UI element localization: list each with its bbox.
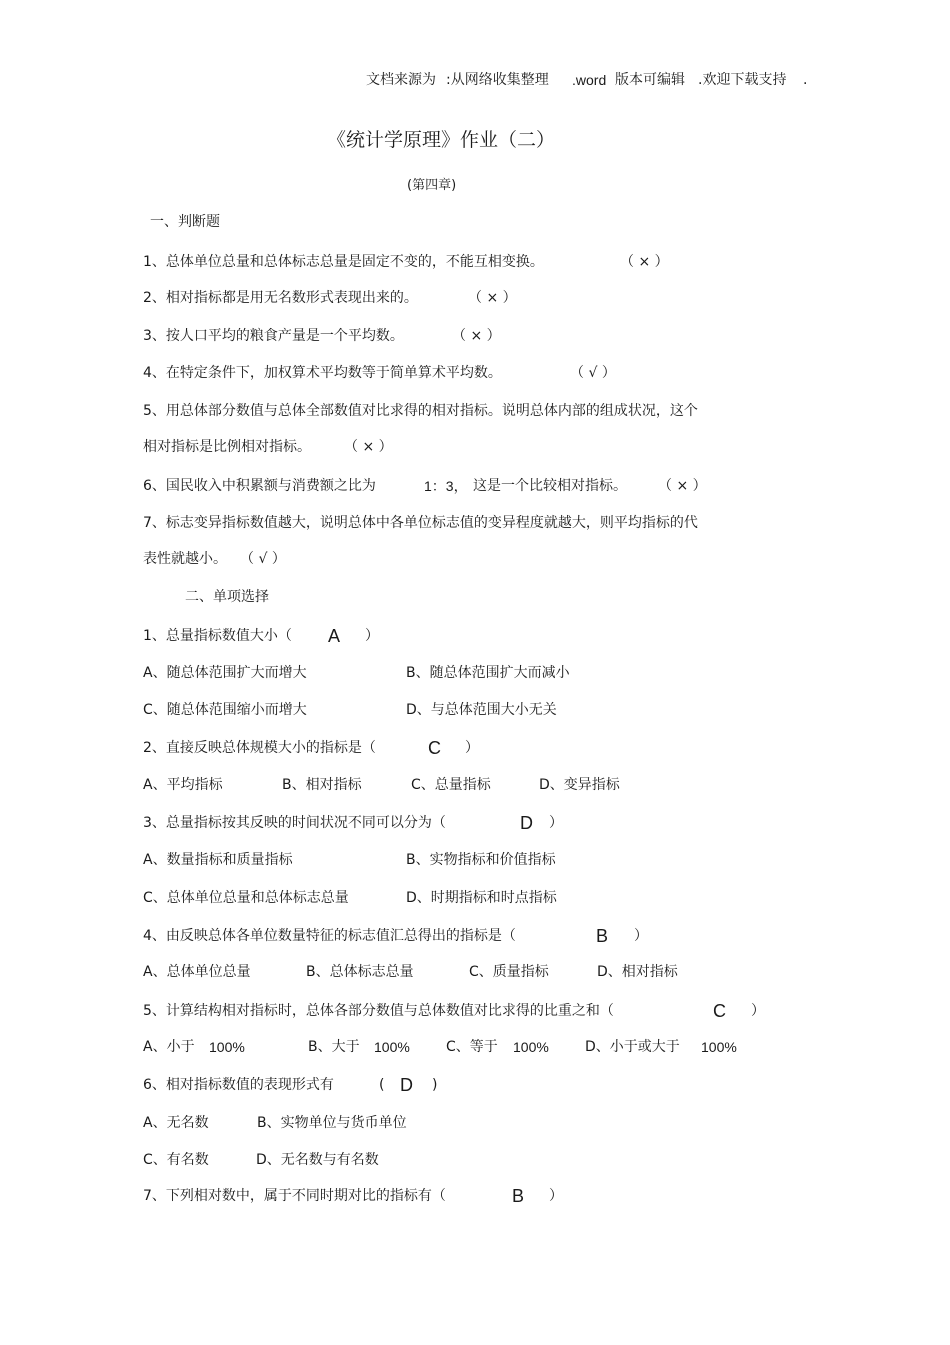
choice-q4-answer: B: [596, 926, 609, 946]
choice-q2-option-c: C、总量指标: [411, 777, 491, 793]
judgement-q4-text: 4、在特定条件下，加权算术平均数等于简单算术平均数。: [143, 365, 502, 381]
choice-q7-close: ）: [549, 1188, 563, 1204]
choice-q3-option-d: D、时期指标和时点指标: [406, 890, 557, 906]
header-editable: 版本可编辑: [615, 72, 685, 88]
page-title: 《统计学原理》作业（二）: [327, 129, 556, 151]
judgement-q6-ratio: 1：3，: [424, 478, 468, 494]
choice-q3-close: ）: [549, 815, 563, 831]
judgement-q4-answer: （ √ ）: [570, 365, 616, 381]
choice-q6-close: ): [432, 1077, 438, 1093]
choice-q1-option-a: A、随总体范围扩大而增大: [143, 665, 307, 681]
judgement-q1-answer: （ × ）: [620, 254, 669, 270]
header-period: .: [803, 72, 808, 88]
judgement-q7-line2: 表性就越小。: [143, 551, 227, 567]
header-collected: :从网络收集整理: [446, 72, 549, 88]
judgement-q2-answer: （ × ）: [468, 290, 517, 306]
choice-q3-option-c: C、总体单位总量和总体标志总量: [143, 890, 349, 906]
choice-q3-option-a: A、数量指标和质量指标: [143, 852, 293, 868]
judgement-q7-line1: 7、标志变异指标数值越大，说明总体中各单位标志值的变异程度就越大，则平均指标的代: [143, 515, 698, 531]
header-download: .欢迎下载支持: [698, 72, 787, 88]
choice-q2-close: ）: [465, 740, 479, 756]
choice-q7-answer: B: [512, 1186, 525, 1206]
choice-q1-option-d: D、与总体范围大小无关: [406, 702, 557, 718]
choice-q6-option-b: B、实物单位与货币单位: [257, 1115, 407, 1131]
choice-q2-option-d: D、变异指标: [539, 777, 620, 793]
page-subtitle: (第四章): [407, 178, 457, 193]
choice-q3-answer: D: [520, 813, 533, 833]
choice-q2-text: 2、直接反映总体规模大小的指标是（: [143, 740, 376, 756]
judgement-q6-text-a: 6、国民收入中积累额与消费额之比为: [143, 478, 376, 494]
judgement-q7-answer: （ √ ）: [240, 551, 286, 567]
choice-q1-option-c: C、随总体范围缩小而增大: [143, 702, 307, 718]
choice-q5-option-d-value: 100%: [701, 1039, 737, 1055]
section-heading-judgement: 一、判断题: [150, 214, 220, 230]
choice-q5-text: 5、计算结构相对指标时，总体各部分数值与总体数值对比求得的比重之和（: [143, 1003, 614, 1019]
judgement-q3-answer: （ × ）: [452, 328, 501, 344]
choice-q6-option-a: A、无名数: [143, 1115, 209, 1131]
choice-q5-option-b-label: B、大于: [308, 1039, 360, 1055]
choice-q4-text: 4、由反映总体各单位数量特征的标志值汇总得出的指标是（: [143, 928, 516, 944]
choice-q3-text: 3、总量指标按其反映的时间状况不同可以分为（: [143, 815, 446, 831]
choice-q4-option-c: C、质量指标: [469, 964, 549, 980]
judgement-q5-answer: （ × ）: [344, 439, 393, 455]
section-heading-single-choice: 二、单项选择: [185, 589, 269, 605]
choice-q6-answer: D: [400, 1075, 413, 1095]
choice-q6-option-c: C、有名数: [143, 1152, 209, 1168]
choice-q5-option-d-label: D、小于或大于: [585, 1039, 680, 1055]
choice-q1-text: 1、总量指标数值大小（: [143, 628, 292, 644]
choice-q5-option-a-value: 100%: [209, 1039, 245, 1055]
choice-q4-close: ）: [634, 928, 648, 944]
choice-q7-text: 7、下列相对数中，属于不同时期对比的指标有（: [143, 1188, 446, 1204]
header-source: 文档来源为: [366, 72, 436, 88]
choice-q1-option-b: B、随总体范围扩大而减小: [406, 665, 570, 681]
choice-q5-answer: C: [713, 1001, 726, 1021]
choice-q2-answer: C: [428, 738, 441, 758]
choice-q5-close: ）: [751, 1003, 765, 1019]
choice-q6-text: 6、相对指标数值的表现形式有: [143, 1077, 334, 1093]
judgement-q2-text: 2、相对指标都是用无名数形式表现出来的。: [143, 290, 418, 306]
judgement-q6-answer: （ × ）: [658, 478, 707, 494]
judgement-q6-text-b: 这是一个比较相对指标。: [473, 478, 627, 494]
choice-q5-option-a-label: A、小于: [143, 1039, 195, 1055]
choice-q5-option-c-value: 100%: [513, 1039, 549, 1055]
judgement-q1-text: 1、总体单位总量和总体标志总量是固定不变的，不能互相变换。: [143, 254, 544, 270]
choice-q6-open: (: [379, 1077, 385, 1093]
choice-q1-answer: A: [328, 626, 341, 646]
choice-q2-option-b: B、相对指标: [282, 777, 362, 793]
choice-q5-option-b-value: 100%: [374, 1039, 410, 1055]
choice-q3-option-b: B、实物指标和价值指标: [406, 852, 556, 868]
choice-q4-option-d: D、相对指标: [597, 964, 678, 980]
judgement-q5-line1: 5、用总体部分数值与总体全部数值对比求得的相对指标。说明总体内部的组成状况，这个: [143, 403, 698, 419]
choice-q1-close: ）: [365, 628, 379, 644]
choice-q4-option-b: B、总体标志总量: [306, 964, 414, 980]
header-word: .word: [572, 72, 607, 88]
choice-q2-option-a: A、平均指标: [143, 777, 223, 793]
judgement-q5-line2: 相对指标是比例相对指标。: [143, 439, 311, 455]
choice-q5-option-c-label: C、等于: [446, 1039, 498, 1055]
choice-q6-option-d: D、无名数与有名数: [256, 1152, 379, 1168]
judgement-q3-text: 3、按人口平均的粮食产量是一个平均数。: [143, 328, 404, 344]
choice-q4-option-a: A、总体单位总量: [143, 964, 251, 980]
